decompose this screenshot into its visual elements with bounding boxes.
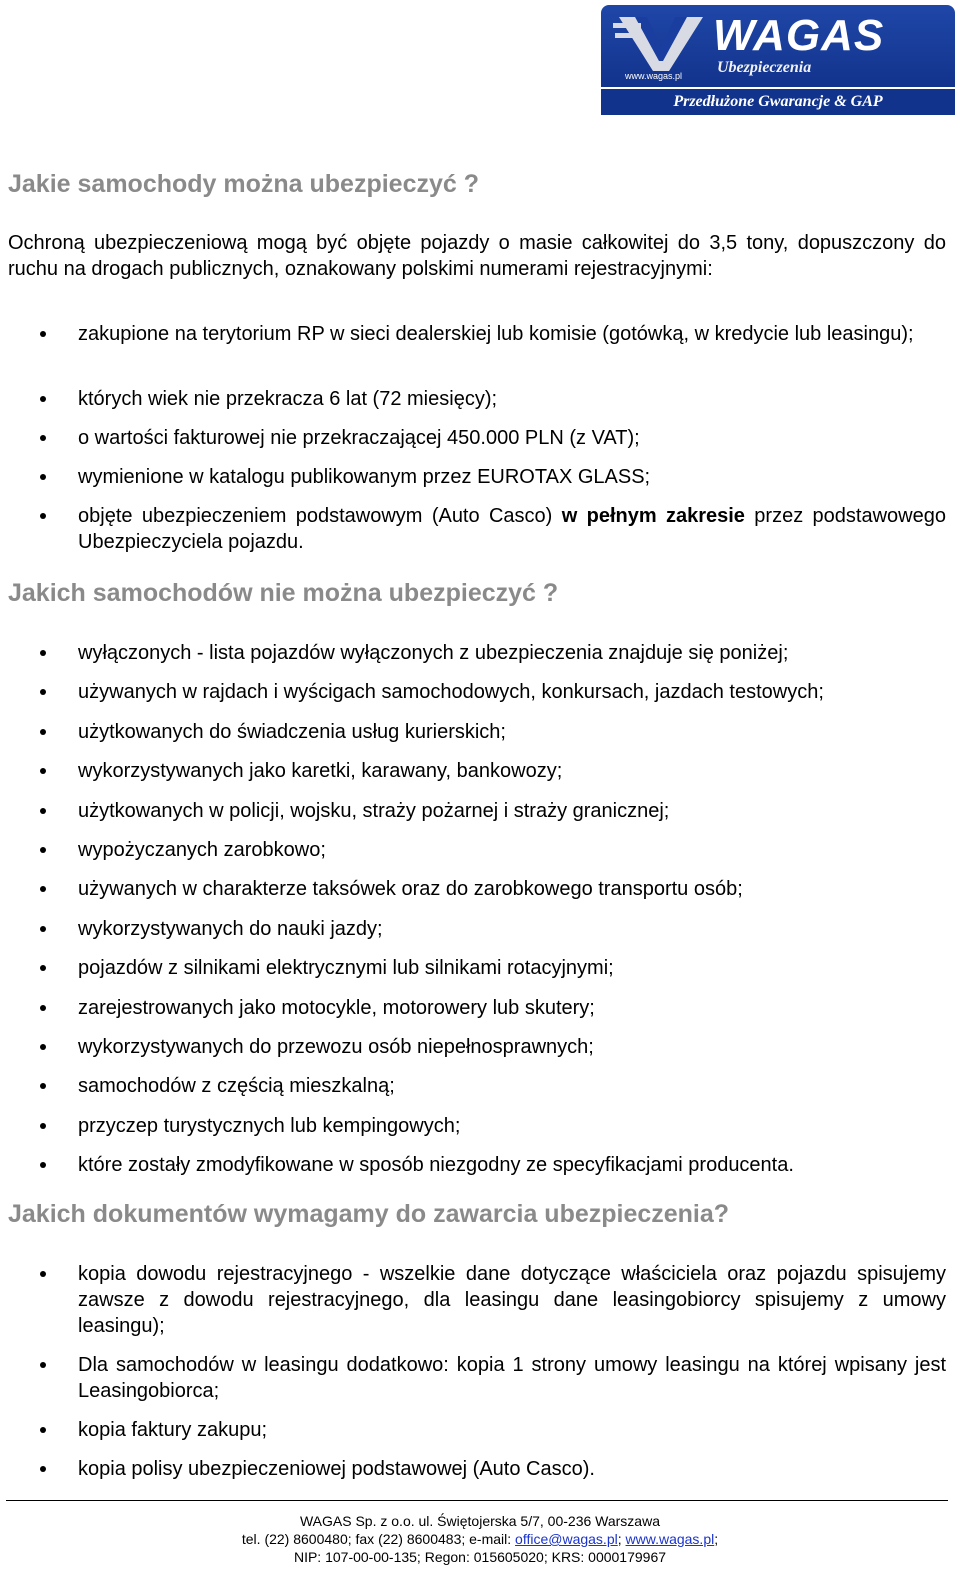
bullet [40,331,46,337]
logo-name: WAGAS [713,11,885,60]
list-item: zakupione na terytorium RP w sieci dealerskiej lub komisie (gotówką, w kredycie lub leasingu); [0,321,950,386]
bullet [40,474,46,480]
bullet [40,1427,46,1433]
emphasis-full-scope: w pełnym zakresie [561,505,745,527]
bullet [40,886,46,892]
heading-which-cars: Jakie samochody można ubezpieczyć ? [8,170,479,198]
bullet [40,396,46,402]
bullet [40,1466,46,1472]
list-item: wypożyczanych zarobkowo; [0,837,950,876]
list-item: o wartości fakturowej nie przekraczającej 450.000 PLN (z VAT); [0,425,950,464]
list-item: zarejestrowanych jako motocykle, motorowery lub skutery; [0,995,950,1034]
footer-divider [6,1500,948,1501]
list-item: używanych w charakterze taksówek oraz do zarobkowego transportu osób; [0,876,950,915]
bullet [40,808,46,814]
list-item: wykorzystywanych jako karetki, karawany, bankowozy; [0,758,950,797]
list-item: objęte ubezpieczeniem podstawowym (Auto Casco) w pełnym zakresie przez podstawowego Ubezpieczyciela pojazdu. [0,503,950,563]
logo-tagline: Przedłużone Gwarancje & GAP [601,89,955,115]
list-item: wymienione w katalogu publikowanym przez EUROTAX GLASS; [0,464,950,503]
bullet [40,729,46,735]
heading-required-documents: Jakich dokumentów wymagamy do zawarcia ubezpieczenia? [8,1200,730,1228]
logo-url: www.wagas.pl [625,71,683,81]
website-link[interactable]: www.wagas.pl [625,1531,715,1547]
list-item: użytkowanych w policji, wojsku, straży pożarnej i straży granicznej; [0,798,950,837]
bullet [40,1162,46,1168]
bullet [40,1271,46,1277]
list-item: używanych w rajdach i wyścigach samochodowych, konkursach, jazdach testowych; [0,679,950,718]
bullet [40,768,46,774]
email-link[interactable]: office@wagas.pl [515,1531,618,1547]
bullet [40,1123,46,1129]
bullet [40,965,46,971]
footer-registry: NIP: 107-00-00-135; Regon: 015605020; KRS: 0000179967 [293,1549,667,1565]
list-item: kopia faktury zakupu; [0,1417,950,1456]
bullet [40,650,46,656]
list-item: Dla samochodów w leasingu dodatkowo: kopia 1 strony umowy leasingu na której wpisany jest Leasingobiorca; [0,1352,950,1417]
documents-list [0,1261,950,1495]
wagas-logo [601,5,955,115]
bullet [40,689,46,695]
bullet [40,847,46,853]
excluded-cars-list [0,640,950,1191]
list-item: wyłączonych - lista pojazdów wyłączonych z ubezpieczenia znajduje się poniżej; [0,640,950,679]
list-item: przyczep turystycznych lub kempingowych; [0,1113,950,1152]
logo-banner [601,5,955,87]
list-item: których wiek nie przekracza 6 lat (72 miesięcy); [0,386,950,425]
list-item: samochodów z częścią mieszkalną; [0,1073,950,1112]
bullet [40,926,46,932]
list-item: które zostały zmodyfikowane w sposób niezgodny ze specyfikacjami producenta. [0,1152,950,1191]
logo-emblem-icon [613,13,709,75]
bullet [40,1362,46,1368]
bullet [40,435,46,441]
bullet [40,1005,46,1011]
list-item: kopia dowodu rejestracyjnego - wszelkie dane dotyczące właściciela oraz pojazdu spisujemy zawsze z dowodu rejestracyjnego, dla leasingu dane leasingobiorcy spisujemy z umowy leasingu); [0,1261,950,1352]
intro-paragraph: Ochroną ubezpieczeniową mogą być objęte pojazdy o masie całkowitej do 3,5 tony, dopuszczony do ruchu na drogach publicznych, oznakowany polskimi numerami rejestracyjnymi: [8,232,946,280]
bullet [40,1044,46,1050]
list-item: wykorzystywanych do przewozu osób niepełnosprawnych; [0,1034,950,1073]
eligible-cars-list [0,321,950,563]
bullet [40,513,46,519]
heading-excluded-cars: Jakich samochodów nie można ubezpieczyć ? [8,579,559,607]
logo-subtitle: Ubezpieczenia [717,59,812,76]
bullet [40,1083,46,1089]
list-item: pojazdów z silnikami elektrycznymi lub silnikami rotacyjnymi; [0,955,950,994]
list-item: wykorzystywanych do nauki jazdy; [0,916,950,955]
footer-address: WAGAS Sp. z o.o. ul. Świętojerska 5/7, 00-236 Warszawa [299,1513,660,1529]
list-item: kopia polisy ubezpieczeniowej podstawowej (Auto Casco). [0,1456,950,1495]
footer-contact: tel. (22) 8600480; fax (22) 8600483; e-mail: office@wagas.pl; www.wagas.pl; [241,1531,719,1547]
list-item: użytkowanych do świadczenia usług kurierskich; [0,719,950,758]
